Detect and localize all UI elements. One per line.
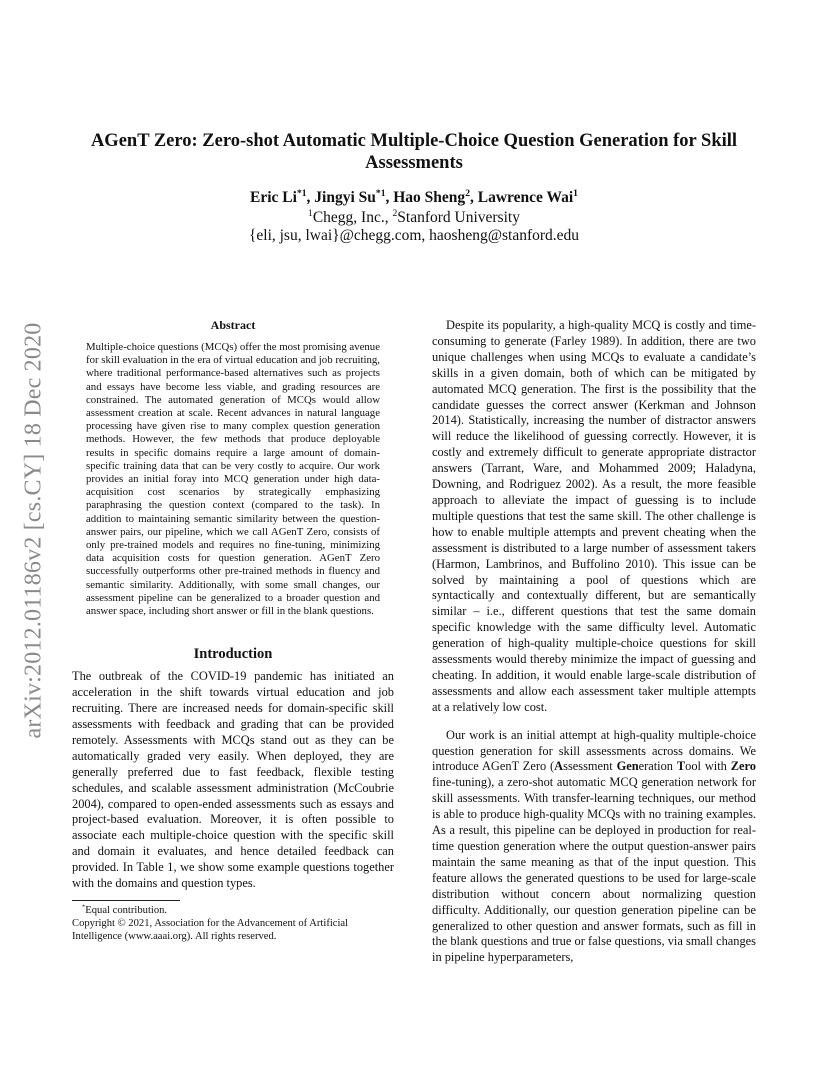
- affiliation-mark: 1: [308, 207, 313, 219]
- acronym-word: ool with: [685, 759, 731, 774]
- arxiv-watermark: [12, 280, 56, 780]
- introduction-heading: Introduction: [193, 646, 273, 663]
- abstract-heading: Abstract: [210, 318, 256, 332]
- introduction-paragraph: The outbreak of the COVID-19 pandemic has initiated an acceleration in the shift towards virtual education and job recruiting. There are increased needs for domain-specific skill assessments with feedback and grading that can be provided remotely. Assessments with MCQs stand out as they can be automatically graded very easily. When deployed, they are generally preferred due to fast feedback, flexible testing schedules, and scalable assessment administration (McCoubrie 2004), compared to open-ended assessments such as essays and project-based evaluation. Moreover, it is often possible to associate each multiple-choice question with the specific skill and domain it evaluates, and hence detailed feedback can provided. In Table 1, we show some example questions together with the domains and question types.: [72, 669, 394, 891]
- acronym-word: eration: [638, 759, 677, 774]
- body-paragraph: Despite its popularity, a high-quality MCQ is costly and time-consuming to generate (Farley 1989). In addition, there are two unique challenges when using MCQs to evaluate a candidate’s skills in a given domain, both of which can be mitigated by automated MCQ generation. The first is the possibility that the candidate guesses the correct answer (Kerkman and Johnson 2014). Statistically, increasing the number of distractor answers will reduce the likelihood of guessing correctly. However, it is costly and extremely difficult to generate appropriate distractor answers (Tarrant, Ware, and Mohammed 2009; Haladyna, Downing, and Rodriguez 2002). As a result, the more feasible approach to alleviate the impact of guessing is to include multiple questions that test the same skill. The other challenge is how to enable multiple attempts and prevent cheating when the assessment is distributed to a large number of assessment takers (Harmon, Lambrinos, and Buffolino 2010). This issue can be solved by maintaining a pool of questions which are syntactically and contextually different, but are semantically similar – i.e., different questions that test the same domain specific knowledge with the same difficulty level. Automatic generation of high-quality multiple-choice questions for skill assessments would thereby minimize the impact of guessing and cheating. In addition, it would enable large-scale distribution of assessments and allow each assessment taker multiple attempts at a relatively low cost.: [432, 318, 756, 714]
- acronym-letter: Gen: [616, 759, 639, 774]
- footnote-mark: *: [82, 903, 86, 911]
- acronym-letter: Zero: [730, 759, 756, 774]
- footnote-equal-contribution: [72, 905, 394, 918]
- paper-title: AGenT Zero: Zero-shot Automatic Multiple-Choice Question Generation for Skill Assessments: [90, 131, 738, 173]
- affiliation-name: Chegg, Inc.: [312, 209, 385, 226]
- author-emails: {eli, jsu, lwai}@chegg.com, haosheng@stanford.edu: [248, 227, 580, 244]
- acronym-letter: A: [554, 759, 564, 774]
- right-column: [432, 318, 756, 966]
- footnote-divider: [72, 900, 180, 901]
- abstract-text: Multiple-choice questions (MCQs) offer the most promising avenue for skill evaluation in the era of virtual education and job recruiting, where traditional performance-based alternatives such as projects and essays have become less viable, and grading resources are constrained. The automated generation of MCQs would allow assessment creation at scale. Recent advances in natural language processing have given rise to many complex question generation methods. However, the few methods that produce deployable results in specific domains require a large amount of domain-specific training data that can be very costly to acquire. Our work provides an initial foray into MCQ generation under high data-acquisition cost scenarios by strategically emphasizing paraphrasing the question context (compared to the task). In addition to maintaining semantic similarity between the question-answer pairs, our pipeline, which we call AGenT Zero, consists of only pre-trained models and requires no fine-tuning, minimizing data acquisition costs for question generation. AGenT Zero successfully outperforms other pre-trained methods in fluency and semantic similarity. Additionally, with some small changes, our assessment pipeline can be generalized to a broader question and answer space, including short answer or fill in the blank questions.: [86, 341, 380, 618]
- acronym-word: ssessment: [563, 759, 617, 774]
- affiliation-name: Stanford University: [397, 209, 520, 226]
- author-name: Lawrence Wai: [477, 189, 574, 206]
- copyright-notice: Copyright © 2021, Association for the Advancement of Artificial Intelligence (www.aaai.org). All rights reserved.: [72, 917, 349, 942]
- author-list: Eric Li$^{*1}$, Jingyi Su$^{*1}$, Hao Sheng$^2$, Lawrence Wai$^1$: [250, 187, 578, 206]
- footnote-text: Equal contribution.: [85, 904, 168, 916]
- paragraph-segment: ), a zero-shot automatic MCQ generation network for skill assessments. With transfer-learning techniques, our method is able to produce high-quality MCQs with no training examples. As a result, this pipeline can be deployed in production for real-time question generation where the output question-answer pairs maintain the same meaning as that of the input question. This feature allows the generated questions to be used for large-scale distribution without concern about normalizing question difficulty. Additionally, our question generation pipeline can be generalized to other question and answer formats, such as fill in the blank questions and true or false questions, via small changes in pipeline hyperparameters,: [432, 775, 756, 965]
- paragraph-segment: Our work is an initial attempt at high-quality multiple-choice question generation for skill assessments across domains. We introduce AGenT Zero (: [432, 727, 756, 774]
- affiliations: $^1$Chegg, Inc., $^2$Stanford University: [308, 207, 520, 226]
- author-name: Eric Li: [250, 189, 297, 206]
- author-name: Hao Sheng: [393, 189, 466, 206]
- author-marks: *1: [375, 187, 386, 199]
- acronym-word: fine-tuning: [432, 775, 488, 790]
- affiliation-mark: 2: [392, 207, 398, 219]
- author-name: Jingyi Su: [314, 189, 376, 206]
- author-marks: 2: [465, 187, 470, 199]
- arxiv-id: arXiv:2012.01186v2 [cs.CY] 18 Dec 2020: [20, 322, 47, 738]
- author-marks: *1: [296, 187, 307, 199]
- acronym-letter: T: [676, 759, 686, 774]
- author-marks: 1: [573, 187, 578, 199]
- left-column: [72, 318, 394, 943]
- body-paragraph: [432, 728, 756, 967]
